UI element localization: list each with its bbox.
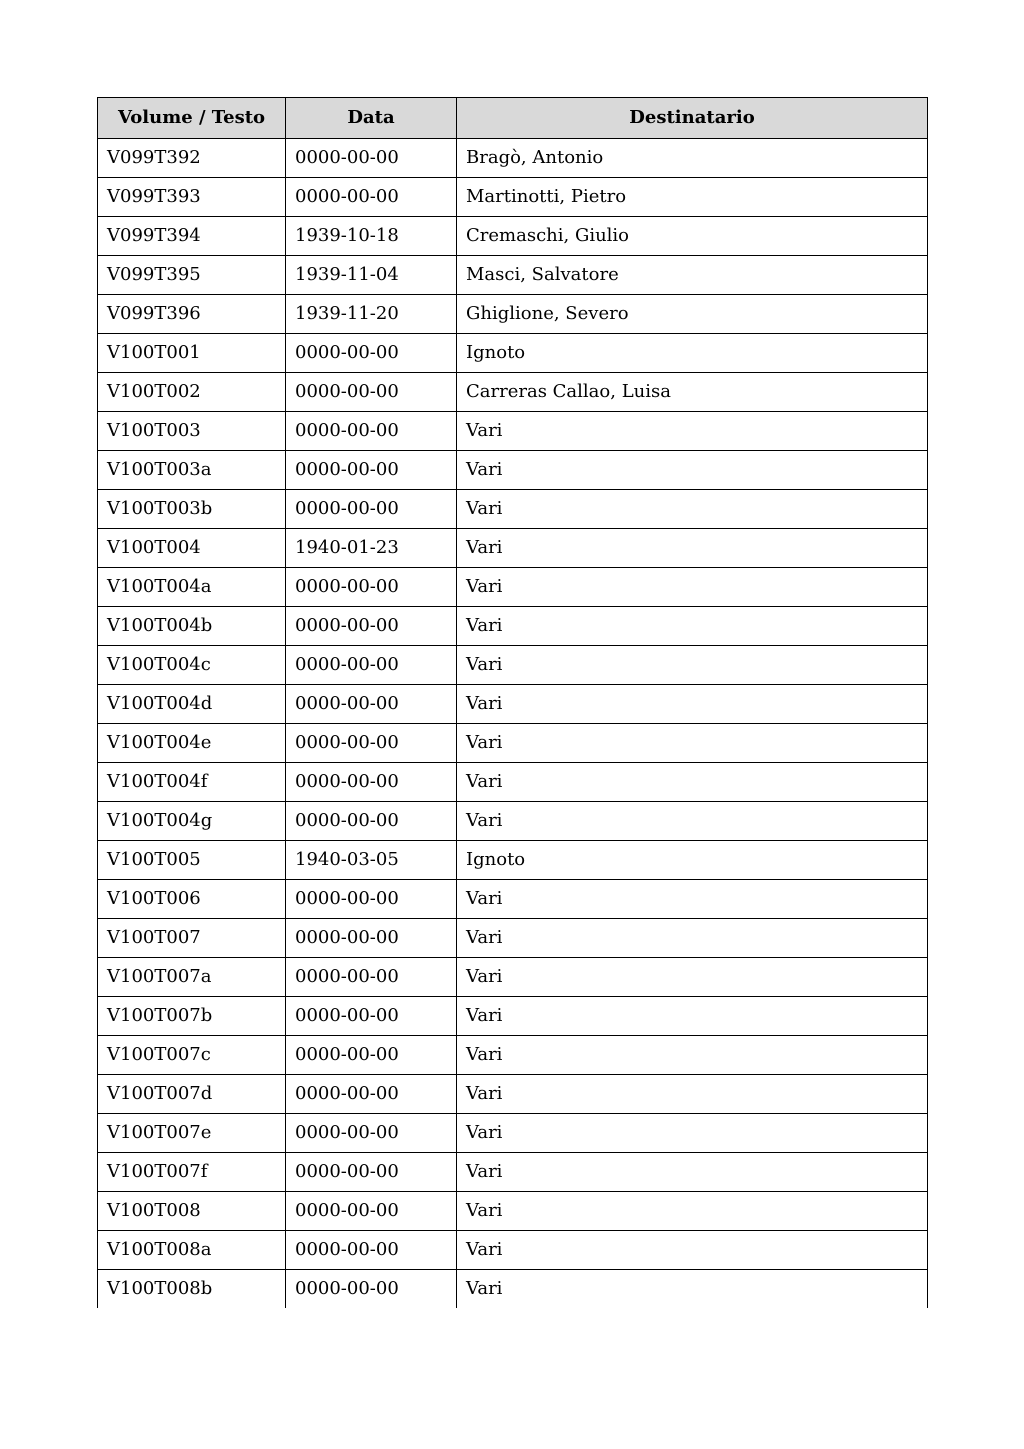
table-row [98, 763, 928, 802]
cell-destinatario: Cremaschi, Giulio [457, 217, 928, 256]
header-row [98, 98, 928, 139]
cell-destinatario: Vari [457, 1114, 928, 1153]
cell-data: 0000-00-00 [286, 1075, 457, 1114]
table-row [98, 295, 928, 334]
cell-volume-testo: V099T394 [98, 217, 286, 256]
cell-destinatario: Vari [457, 1231, 928, 1270]
cell-volume-testo: V100T007d [98, 1075, 286, 1114]
cell-volume-testo: V100T004g [98, 802, 286, 841]
cell-volume-testo: V099T392 [98, 139, 286, 178]
cell-volume-testo: V100T007 [98, 919, 286, 958]
table-row [98, 139, 928, 178]
cell-destinatario: Vari [457, 568, 928, 607]
column-header-data: Data [286, 98, 457, 139]
table-row [98, 217, 928, 256]
cell-volume-testo: V100T007c [98, 1036, 286, 1075]
table-row [98, 1231, 928, 1270]
cell-data: 0000-00-00 [286, 334, 457, 373]
cell-volume-testo: V100T003 [98, 412, 286, 451]
cell-destinatario: Vari [457, 1153, 928, 1192]
table-row [98, 919, 928, 958]
cell-volume-testo: V100T008 [98, 1192, 286, 1231]
cell-volume-testo: V100T004f [98, 763, 286, 802]
table-row [98, 1114, 928, 1153]
cell-volume-testo: V100T006 [98, 880, 286, 919]
table-row [98, 607, 928, 646]
cell-volume-testo: V100T003a [98, 451, 286, 490]
table-row [98, 880, 928, 919]
table-row [98, 802, 928, 841]
cell-data: 1939-11-04 [286, 256, 457, 295]
column-header-destinatario: Destinatario [457, 98, 928, 139]
cell-volume-testo: V100T007e [98, 1114, 286, 1153]
table-row [98, 334, 928, 373]
table-row [98, 1270, 928, 1309]
cell-data: 1940-03-05 [286, 841, 457, 880]
cell-destinatario: Carreras Callao, Luisa [457, 373, 928, 412]
cell-volume-testo: V100T003b [98, 490, 286, 529]
cell-destinatario: Vari [457, 529, 928, 568]
table-header [98, 98, 928, 139]
cell-destinatario: Vari [457, 1270, 928, 1309]
cell-volume-testo: V100T001 [98, 334, 286, 373]
cell-volume-testo: V100T004e [98, 724, 286, 763]
table-row [98, 412, 928, 451]
table-row [98, 490, 928, 529]
cell-destinatario: Vari [457, 802, 928, 841]
table-row [98, 1036, 928, 1075]
cell-volume-testo: V099T393 [98, 178, 286, 217]
cell-volume-testo: V100T008b [98, 1270, 286, 1309]
table-row [98, 451, 928, 490]
table-body [98, 139, 928, 1309]
cell-volume-testo: V100T004b [98, 607, 286, 646]
cell-data: 1939-11-20 [286, 295, 457, 334]
cell-destinatario: Vari [457, 412, 928, 451]
cell-data: 0000-00-00 [286, 373, 457, 412]
cell-data: 0000-00-00 [286, 1192, 457, 1231]
cell-data: 0000-00-00 [286, 802, 457, 841]
table-row [98, 1153, 928, 1192]
table-row [98, 256, 928, 295]
cell-data: 0000-00-00 [286, 1036, 457, 1075]
table-row [98, 841, 928, 880]
cell-destinatario: Vari [457, 997, 928, 1036]
cell-data: 1940-01-23 [286, 529, 457, 568]
cell-destinatario: Ignoto [457, 841, 928, 880]
letters-table [97, 97, 928, 1308]
cell-volume-testo: V099T395 [98, 256, 286, 295]
cell-destinatario: Vari [457, 919, 928, 958]
cell-volume-testo: V100T007b [98, 997, 286, 1036]
cell-volume-testo: V100T004a [98, 568, 286, 607]
cell-volume-testo: V100T007f [98, 1153, 286, 1192]
cell-volume-testo: V100T004 [98, 529, 286, 568]
cell-data: 0000-00-00 [286, 958, 457, 997]
cell-destinatario: Ghiglione, Severo [457, 295, 928, 334]
cell-data: 0000-00-00 [286, 646, 457, 685]
cell-destinatario: Vari [457, 490, 928, 529]
cell-volume-testo: V100T004d [98, 685, 286, 724]
cell-data: 0000-00-00 [286, 178, 457, 217]
cell-data: 0000-00-00 [286, 724, 457, 763]
table-row [98, 178, 928, 217]
cell-volume-testo: V100T004c [98, 646, 286, 685]
cell-destinatario: Bragò, Antonio [457, 139, 928, 178]
cell-destinatario: Vari [457, 1036, 928, 1075]
cell-volume-testo: V099T396 [98, 295, 286, 334]
cell-destinatario: Vari [457, 1075, 928, 1114]
cell-data: 0000-00-00 [286, 412, 457, 451]
table-row [98, 685, 928, 724]
cell-destinatario: Vari [457, 646, 928, 685]
cell-data: 0000-00-00 [286, 607, 457, 646]
table-row [98, 646, 928, 685]
cell-volume-testo: V100T002 [98, 373, 286, 412]
cell-volume-testo: V100T008a [98, 1231, 286, 1270]
cell-data: 0000-00-00 [286, 919, 457, 958]
cell-destinatario: Vari [457, 451, 928, 490]
cell-data: 0000-00-00 [286, 490, 457, 529]
cell-data: 0000-00-00 [286, 1153, 457, 1192]
cell-data: 0000-00-00 [286, 1231, 457, 1270]
table-row [98, 1192, 928, 1231]
cell-destinatario: Ignoto [457, 334, 928, 373]
cell-data: 0000-00-00 [286, 1270, 457, 1309]
cell-destinatario: Vari [457, 724, 928, 763]
cell-data: 0000-00-00 [286, 139, 457, 178]
table-row [98, 529, 928, 568]
table-row [98, 958, 928, 997]
cell-volume-testo: V100T007a [98, 958, 286, 997]
cell-destinatario: Vari [457, 1192, 928, 1231]
cell-data: 0000-00-00 [286, 568, 457, 607]
cell-destinatario: Vari [457, 685, 928, 724]
table-row [98, 997, 928, 1036]
cell-data: 1939-10-18 [286, 217, 457, 256]
cell-data: 0000-00-00 [286, 997, 457, 1036]
table-row [98, 568, 928, 607]
cell-destinatario: Vari [457, 880, 928, 919]
cell-data: 0000-00-00 [286, 451, 457, 490]
cell-destinatario: Vari [457, 958, 928, 997]
cell-data: 0000-00-00 [286, 685, 457, 724]
cell-destinatario: Vari [457, 763, 928, 802]
document-page [97, 97, 927, 1308]
cell-volume-testo: V100T005 [98, 841, 286, 880]
cell-data: 0000-00-00 [286, 763, 457, 802]
table-row [98, 1075, 928, 1114]
table-row [98, 373, 928, 412]
table-row [98, 724, 928, 763]
cell-destinatario: Masci, Salvatore [457, 256, 928, 295]
cell-data: 0000-00-00 [286, 880, 457, 919]
cell-destinatario: Martinotti, Pietro [457, 178, 928, 217]
column-header-volume-testo: Volume / Testo [98, 98, 286, 139]
cell-data: 0000-00-00 [286, 1114, 457, 1153]
cell-destinatario: Vari [457, 607, 928, 646]
